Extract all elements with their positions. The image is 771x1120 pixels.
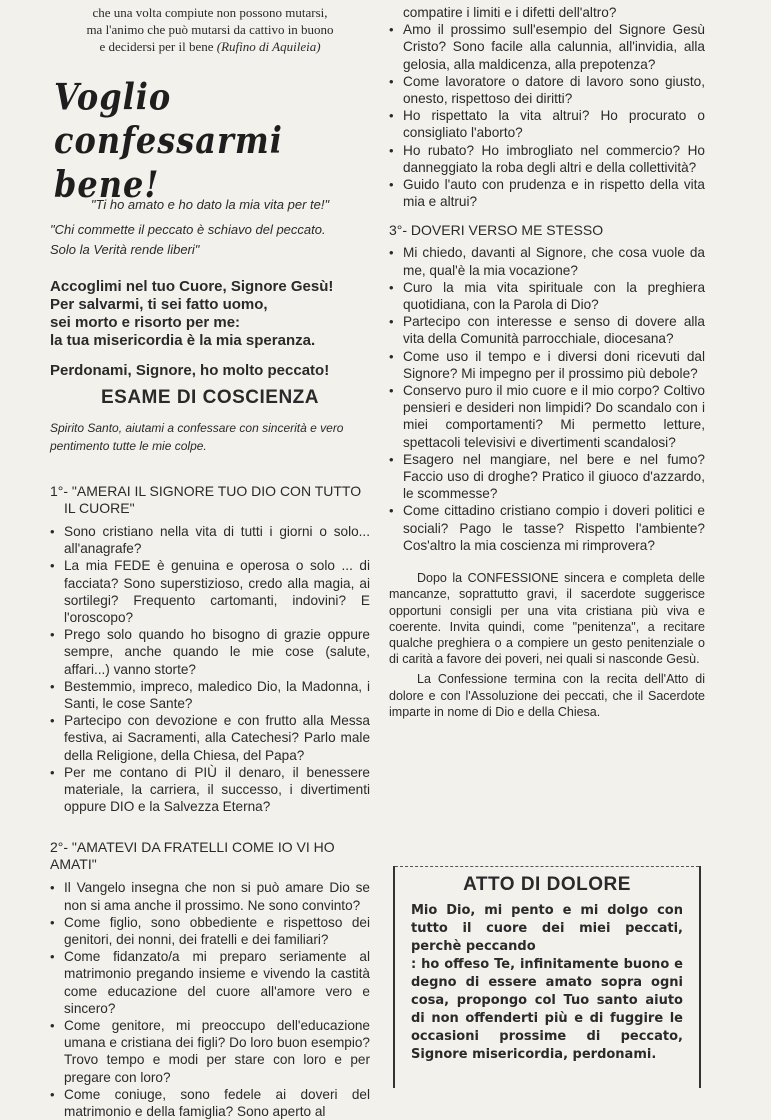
prayer-line: sei morto e risorto per me: <box>50 314 241 331</box>
list-item: • Per me contano di PIÙ il denaro, il benessere materiale, la carriera, il successo, i divertimenti oppure DIO e la Salvezza Eterna? <box>50 764 370 816</box>
intro-line-text: e decidersi per il bene <box>99 39 214 54</box>
list-item: • Partecipo con interesse e senso di dovere alla vita della Comunità parrocchiale, diocesana? <box>389 313 705 347</box>
page-title: Voglio confessarmi bene! <box>54 75 283 207</box>
prayer-text: Mio Dio, mi pento e mi dolgo con tutto il cuore dei miei peccati, perchè peccando <box>411 903 683 954</box>
right-column <box>389 4 705 720</box>
left-column <box>50 4 370 1120</box>
section-1-list <box>50 523 370 815</box>
list-item: • Come cittadino cristiano compio i doveri politici e sociali? Pago le tasse? Rispetto l'ambiente? Cos'altro la mia coscienza mi rimprovera? <box>389 502 705 554</box>
paragraph: Dopo la CONFESSIONE sincera e completa delle mancanze, soprattutto gravi, il sacerdote suggerisce opportuni consigli per una vita cristiana più viva e coerente. Invita quindi, come "penitenza", a recitare qualche preghiera o a compiere un gesto penitenziale o di carità a favore dei poveri, nei quali si nasconde Gesù. <box>389 571 705 667</box>
prayer-text: : ho offeso Te, infinitamente buono e degno di essere amato sopra ogni cosa, propongo col Tuo santo aiuto di non offenderti più e di fuggire le occasioni prossime di peccato, Signore misericordia, perdonami. <box>411 957 683 1062</box>
list-item: • Conservo puro il mio cuore e il mio corpo? Coltivo pensieri e desideri non limpidi? Do scandalo con i miei comportamenti? Mi permetto letture, spettacoli televisivi e divertimenti scandalosi? <box>389 382 705 451</box>
list-item-continuation: compatire i limiti e i difetti dell'altro? <box>403 5 617 20</box>
prayer-line: Accoglimi nel tuo Cuore, Signore Gesù! <box>50 278 334 295</box>
list-item: • Come fidanzato/a mi preparo seriamente al matrimonio pregando insieme e vivendo la castità come educazione del cuore all'amore vero e sincero? <box>50 948 370 1017</box>
paragraph: La Confessione termina con la recita dell'Atto di dolore e con l'Assoluzione dei peccati, che il Sacerdote imparte in nome di Dio e della Chiesa. <box>389 672 705 719</box>
forgive-line: Perdonami, Signore, ho molto peccato! <box>50 362 330 379</box>
list-item: • Come lavoratore o datore di lavoro sono giusto, onesto, rispettoso dei diritti? <box>389 73 705 107</box>
list-item: • Prego solo quando ho bisogno di grazie oppure sempre, anche quando le mie cose (salute, affari...) vanno storte? <box>50 626 370 678</box>
section-1-title <box>50 483 370 517</box>
prayer-line: la tua misericordia è la mia speranza. <box>50 332 316 349</box>
list-item: • Come uso il tempo e i diversi doni ricevuti dal Signore? Mi impegno per il prossimo più debole? <box>389 348 705 382</box>
act-of-contrition-title: ATTO DI DOLORE <box>463 874 631 895</box>
section-title-line: IL CUORE" <box>64 500 135 516</box>
list-item: • Esagero nel mangiare, nel bere e nel fumo? Faccio uso di droghe? Pratico il giuoco d'azzardo, le scommesse? <box>389 451 705 503</box>
list-item: • Ho rispettato la vita altrui? Ho procurato o consigliato l'aborto? <box>389 107 705 141</box>
list-item: • Ho rubato? Ho imbrogliato nel commercio? Ho danneggiato la roba degli altri e della collettività? <box>389 142 705 176</box>
intro-line: che una volta compiute non possono mutarsi, <box>92 5 328 20</box>
intro-line <box>50 38 370 55</box>
list-item: • Il Vangelo insegna che non si può amare Dio se non si ama anche il prossimo. Ne sono convinto? <box>50 879 370 913</box>
list-item: • Come figlio, sono obbediente e rispettoso dei genitori, dei nonni, dei fratelli e dei familiari? <box>50 914 370 948</box>
box-top-rule <box>395 866 699 867</box>
list-item: • Come genitore, mi preoccupo dell'educazione umana e cristiana dei figli? Do loro buon esempio? Trovo tempo e modi per stare con loro e per pregare con loro? <box>50 1017 370 1086</box>
section-2-title: 2°- "AMATEVI DA FRATELLI COME IO VI HO AMATI" <box>50 839 335 873</box>
spirit-invocation: Spirito Santo, aiutami a confessare con sincerità e vero pentimento tutte le mie colpe. <box>50 421 344 453</box>
quote-love: "Ti ho amato e ho dato la mia vita per te!" <box>90 197 330 212</box>
opening-prayer <box>50 278 370 350</box>
list-item: • Mi chiedo, davanti al Signore, che cosa vuole da me, qual'è la mia vocazione? <box>389 244 705 278</box>
list-item: • Sono cristiano nella vita di tutti i giorni o solo... all'anagrafe? <box>50 523 370 557</box>
quote-truth <box>50 220 370 260</box>
list-item: • La mia FEDE è genuina e operosa o solo ... di facciata? Sono superstizioso, credo alla magia, ai sortilegi? Frequento cartomanti, indovini? E l'oroscopo? <box>50 557 370 626</box>
act-of-contrition-text <box>395 896 699 1064</box>
intro-quote <box>50 4 370 55</box>
list-item: • Bestemmio, impreco, maledico Dio, la Madonna, i Santi, le cose Sante? <box>50 678 370 712</box>
section-title-line: 1°- "AMERAI IL SIGNORE TUO DIO CON TUTTO <box>50 483 362 499</box>
list-item: • Partecipo con devozione e con frutto alla Messa festiva, ai Sacramenti, alla Catechesi? Parlo male della Religione, della Chiesa, del Papa? <box>50 712 370 764</box>
section-2-list <box>50 879 370 1120</box>
after-confession-text <box>389 570 705 720</box>
prayer-line: Per salvarmi, ti sei fatto uomo, <box>50 296 268 313</box>
act-of-contrition-box <box>393 866 701 1088</box>
exam-title: ESAME DI COSCIENZA <box>100 387 320 408</box>
list-item: • Amo il prossimo sull'esempio del Signore Gesù Cristo? Sono facile alla calunnia, all'invidia, alla gelosia, alla maldicenza, alla prepotenza? <box>389 21 705 73</box>
quote-line: Solo la Verità rende liberi" <box>50 242 200 257</box>
list-item: • Come coniuge, sono fedele ai doveri del matrimonio e della famiglia? Sono aperto al <box>50 1086 370 1120</box>
intro-author: (Rufino di Aquileia) <box>216 39 321 54</box>
quote-line: "Chi commette il peccato è schiavo del peccato. <box>50 222 326 237</box>
list-item: • Curo la mia vita spirituale con la preghiera quotidiana, con la Parola di Dio? <box>389 279 705 313</box>
section-2-list-cont <box>389 21 705 210</box>
section-3-list <box>389 244 705 554</box>
section-3-title: 3°- DOVERI VERSO ME STESSO <box>389 222 604 239</box>
intro-line: ma l'animo che può mutarsi da cattivo in buono <box>86 22 334 37</box>
list-item: • Guido l'auto con prudenza e in rispetto della vita mia e altrui? <box>389 176 705 210</box>
